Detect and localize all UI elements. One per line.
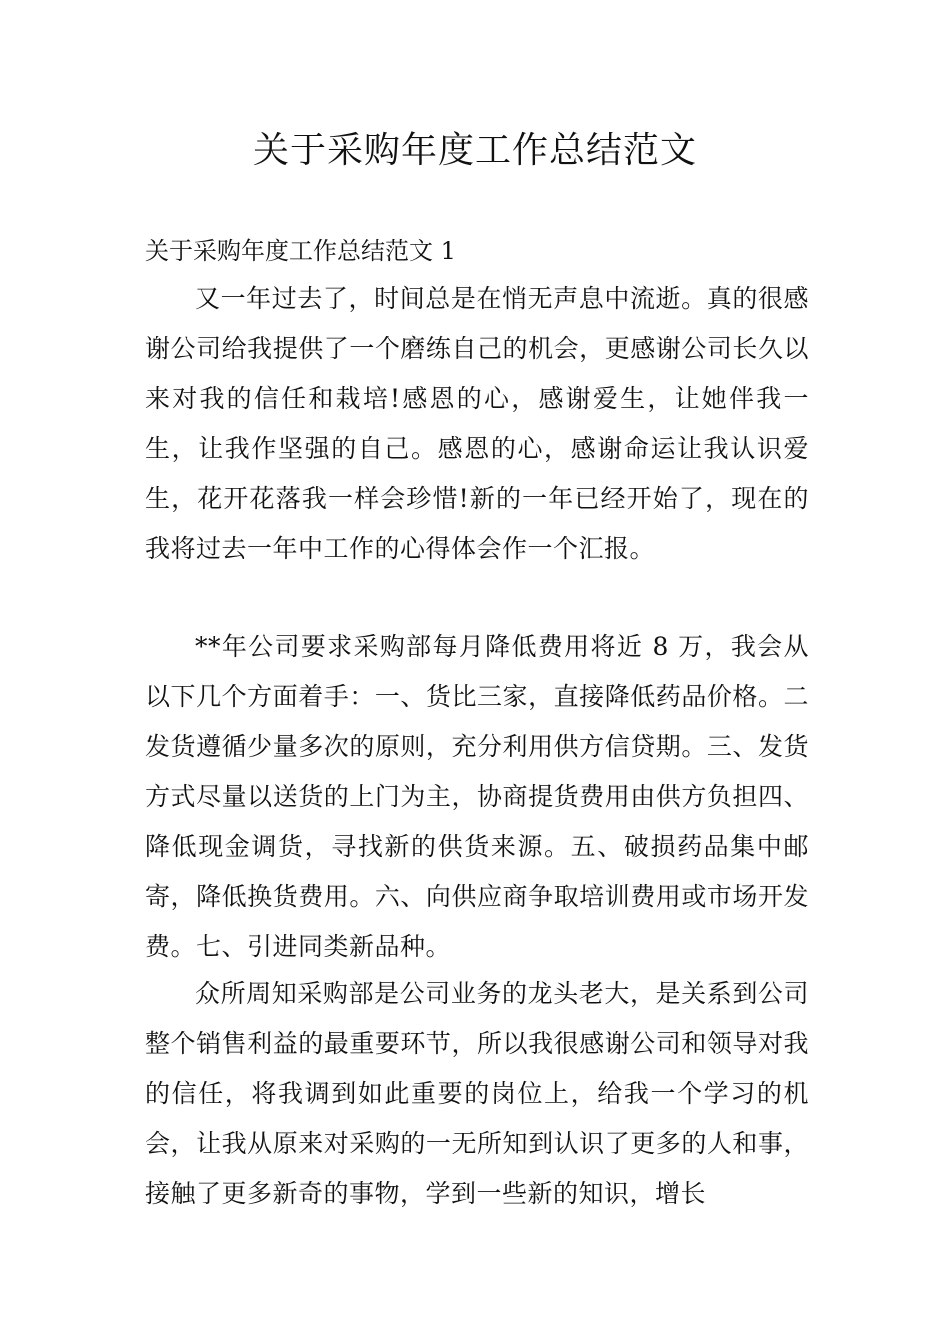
- section-heading: 关于采购年度工作总结范文 1: [145, 237, 456, 265]
- document-title: 关于采购年度工作总结范文: [252, 130, 697, 171]
- paragraph-3: 众所周知采购部是公司业务的龙头老大，是关系到公司整个销售利益的最重要环节，所以我很感谢公司和领导对我的信任，将我调到如此重要的岗位上，给我一个学习的机会，让我从原来对采购的一无所知到认识了更多的人和事，接触了更多新奇的事物，学到一些新的知识，增长: [145, 979, 809, 1208]
- paragraph-2: **年公司要求采购部每月降低费用将近 8 万，我会从以下几个方面着手：一、货比三家，直接降低药品价格。二发货遵循少量多次的原则，充分利用供方信贷期。三、发货方式尽量以送货的上门为主，协商提货费用由供方负担四、降低现金调货，寻找新的供货来源。五、破损药品集中邮寄，降低换货费用。六、向供应商争取培训费用或市场开发费。七、引进同类新品种。: [145, 632, 809, 961]
- paragraph-1: 又一年过去了，时间总是在悄无声息中流逝。真的很感谢公司给我提供了一个磨练自己的机会，更感谢公司长久以来对我的信任和栽培!感恩的心，感谢爱生，让她伴我一生，让我作坚强的自己。感恩的心，感谢命运让我认识爱生，花开花落我一样会珍惜!新的一年已经开始了，现在的我将过去一年中工作的心得体会作一个汇报。: [145, 284, 809, 563]
